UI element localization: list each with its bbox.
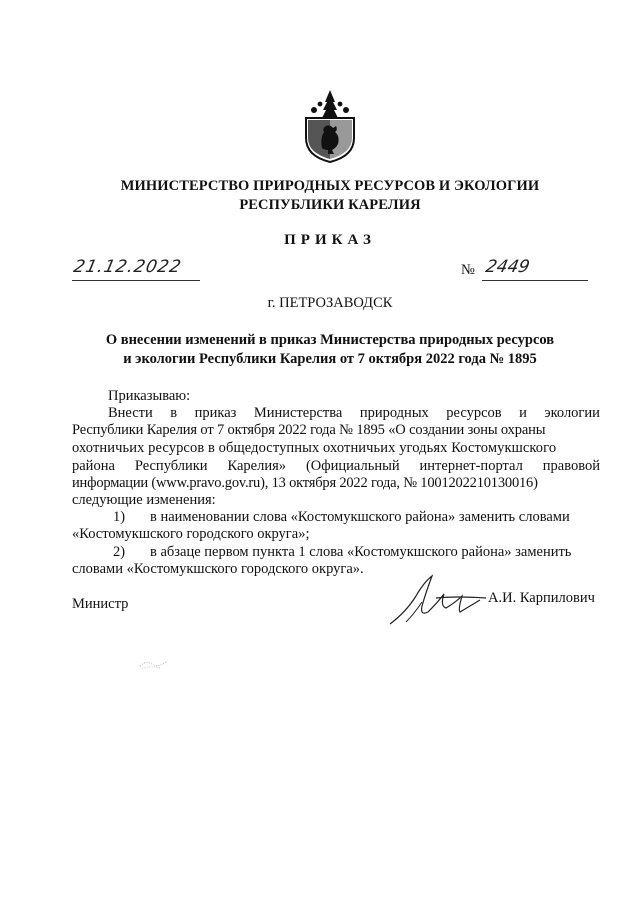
body-line-2: [108, 405, 600, 422]
body-word: приказ: [194, 405, 237, 421]
scan-smudge: [138, 658, 168, 672]
order-intro: Приказываю:: [108, 388, 191, 404]
item-1-number: 1): [113, 509, 126, 525]
item-2-number: 2): [113, 544, 126, 560]
body-word: ресурсов: [446, 405, 502, 421]
body-line-3: Республики Карелия от 7 октября 2022 года № 1895 «О создании зоны охраны: [72, 422, 546, 438]
body-word: и: [519, 405, 527, 421]
body-line-5: [72, 458, 600, 475]
body-word: Карелия»: [227, 458, 287, 474]
body-line-6: информации (www.pravo.gov.ru), 13 октября 2022 года, № 1001202210130016): [72, 475, 538, 491]
body-word: в: [170, 405, 178, 421]
ministry-name-line1: МИНИСТЕРСТВО ПРИРОДНЫХ РЕСУРСОВ И ЭКОЛОГИИ: [120, 178, 540, 194]
item-2-line1: в абзаце первом пункта 1 слова «Костомукшского района» заменить: [150, 544, 572, 560]
body-word: (Официальный: [305, 458, 400, 474]
item-1-line2: «Костомукшского городского округа»;: [72, 526, 310, 542]
date-underline: [72, 280, 200, 281]
body-word: природных: [359, 405, 429, 421]
number-label: №: [461, 262, 475, 278]
number-underline: [482, 280, 588, 281]
signer-name: А.И. Карпилович: [488, 590, 595, 606]
ministry-name-line2: РЕСПУБЛИКИ КАРЕЛИЯ: [239, 197, 421, 213]
document-number: 2449: [483, 257, 532, 277]
item-1-line1: в наименовании слова «Костомукшского района» заменить словами: [150, 509, 570, 525]
signer-position: Министр: [72, 596, 129, 612]
body-word: правовой: [542, 458, 600, 474]
body-line-4: охотничьих ресурсов в общедоступных охотничьих угодьях Костомукшского: [72, 440, 557, 456]
document-type-heading: ПРИКАЗ: [284, 232, 376, 248]
item-2-line2: словами «Костомукшского городского округа».: [72, 561, 364, 577]
order-title-line2: и экологии Республики Карелия от 7 октября 2022 года № 1895: [123, 351, 537, 367]
coat-of-arms-emblem: [300, 88, 360, 164]
body-word: экологии: [544, 405, 600, 421]
body-line-7: следующие изменения:: [72, 492, 216, 508]
body-word: Министерства: [253, 405, 343, 421]
document-date: 21.12.2022: [71, 257, 184, 277]
city-name: г. ПЕТРОЗАВОДСК: [267, 295, 393, 311]
body-word: Внести: [108, 405, 153, 421]
order-title-line1: О внесении изменений в приказ Министерства природных ресурсов: [105, 332, 555, 348]
body-word: Республики: [134, 458, 208, 474]
body-word: интернет-портал: [419, 458, 523, 474]
handwritten-signature: [386, 572, 490, 628]
body-word: района: [72, 458, 115, 474]
